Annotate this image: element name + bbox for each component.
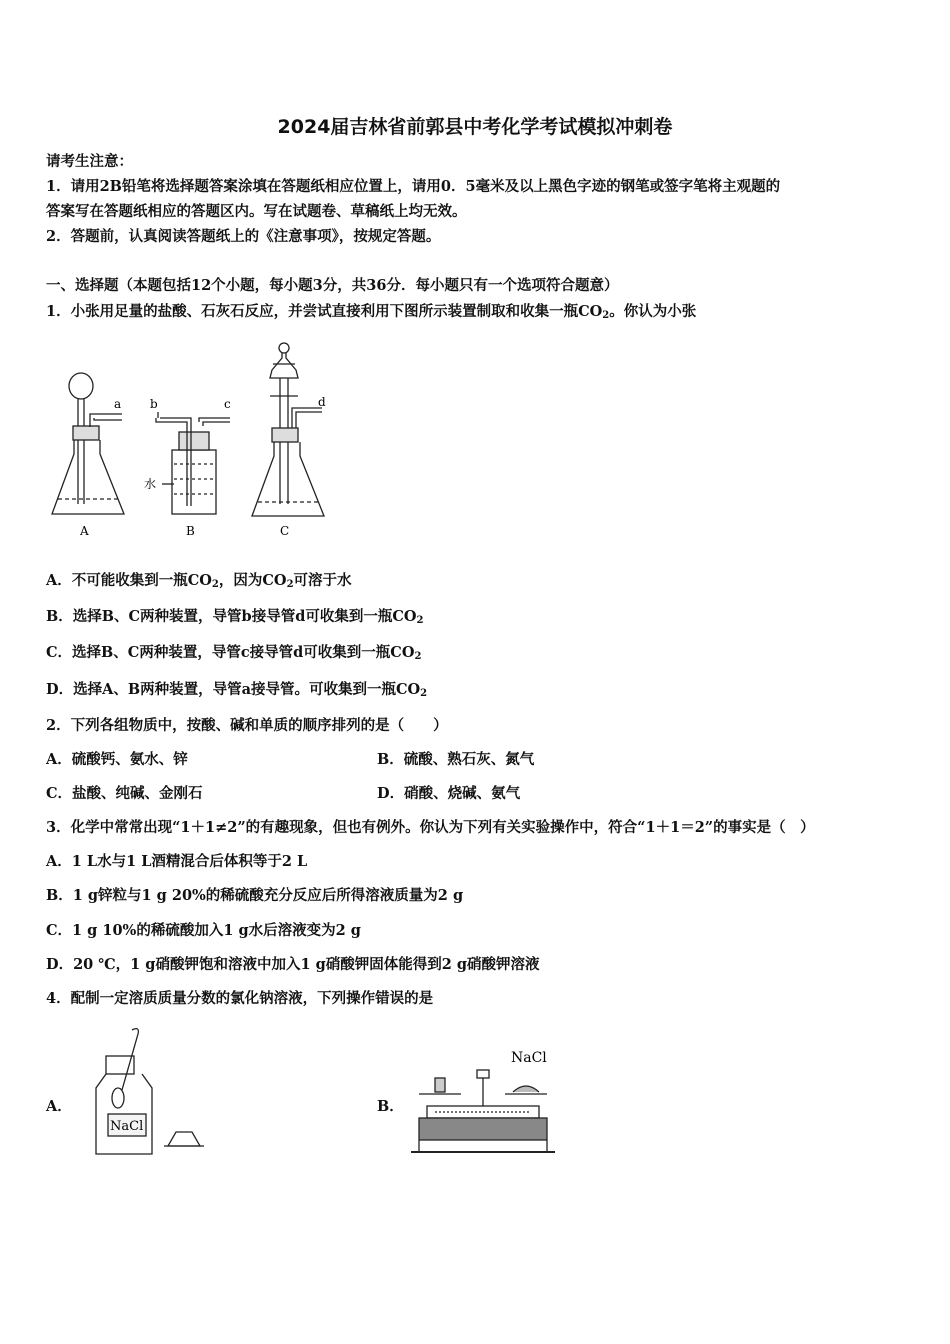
q1-apparatus-figure [44, 334, 344, 544]
q4-option-b: B． [377, 1098, 404, 1115]
notice-heading: 请考生注意： [46, 153, 133, 170]
label-A: A [80, 524, 89, 538]
q1-stem-tail: 。你认为小张 [609, 303, 697, 320]
q4-balance-figure [405, 1040, 560, 1158]
q1-option-c [46, 643, 421, 667]
q1-option-d-sub: 2 [420, 688, 428, 699]
label-d: d [318, 395, 326, 409]
q4-option-a: A． [46, 1098, 72, 1115]
q1-stem-sub: 2 [602, 310, 610, 321]
q3-option-c: C．1 g 10%的稀硫酸加入1 g水后溶液变为2 g [46, 922, 361, 939]
q1-option-b [46, 607, 423, 631]
q1-stem [46, 302, 696, 326]
q4-stem: 4．配制一定溶质质量分数的氯化钠溶液，下列操作错误的是 [46, 990, 434, 1007]
label-b: b [150, 397, 158, 411]
q1-option-c-sub: 2 [414, 651, 422, 662]
notice-item-1: 1．请用2B铅笔将选择题答案涂填在答题纸相应位置上，请用0．5毫米及以上黑色字迹的钢笔或签字笔将主观题的 [46, 178, 781, 195]
q1-option-a-sub2: 2 [286, 579, 294, 590]
q1-option-a [46, 571, 352, 595]
q1-option-a-mid: ，因为CO [218, 572, 287, 589]
q3-option-a: A．1 L水与1 L酒精混合后体积等于2 L [46, 853, 308, 870]
funnel-bulb-a [69, 373, 93, 399]
label-water: 水 [144, 477, 157, 491]
q1-option-c-text: C．选择B、C两种装置，导管c接导管d可收集到一瓶CO [46, 644, 415, 661]
label-nacl-scale: NaCl [511, 1050, 547, 1066]
label-nacl-jar: NaCl [110, 1119, 144, 1134]
q3-stem: 3．化学中常常出现“1＋1≠2”的有趣现象，但也有例外。你认为下列有关实验操作中，符合“1＋1＝2”的事实是（ ） [46, 819, 815, 836]
q1-option-a-sub: 2 [211, 579, 219, 590]
q1-option-a-text: A．不可能收集到一瓶CO [46, 572, 212, 589]
page-title: 2024届吉林省前郭县中考化学考试模拟冲刺卷 [277, 116, 673, 138]
q1-option-b-text: B．选择B、C两种装置，导管b接导管d可收集到一瓶CO [46, 608, 417, 625]
q2-stem: 2．下列各组物质中，按酸、碱和单质的顺序排列的是（ ） [46, 717, 448, 734]
q1-option-d-text: D．选择A、B两种装置，导管a接导管。可收集到一瓶CO [46, 681, 421, 698]
q2-option-b: B．硫酸、熟石灰、氮气 [377, 751, 535, 768]
label-a: a [114, 397, 122, 411]
section-heading: 一、选择题（本题包括12个小题，每小题3分，共36分．每小题只有一个选项符合题意） [46, 277, 619, 294]
notice-item-2: 2．答题前，认真阅读答题纸上的《注意事项》，按规定答题。 [46, 228, 441, 245]
q3-option-b: B．1 g锌粒与1 g 20%的稀硫酸充分反应后所得溶液质量为2 g [46, 887, 464, 904]
q2-option-c: C．盐酸、纯碱、金刚石 [46, 785, 203, 802]
q2-option-d: D．硝酸、烧碱、氨气 [377, 785, 521, 802]
label-B: B [186, 524, 195, 538]
q1-stem-text: 1．小张用足量的盐酸、石灰石反应，并尝试直接利用下图所示装置制取和收集一瓶CO [46, 303, 603, 320]
q4-reagent-jar-figure [80, 1026, 215, 1158]
notice-item-1-cont: 答案写在答题纸相应的答题区内。写在试题卷、草稿纸上均无效。 [46, 203, 467, 220]
q1-option-b-sub: 2 [416, 615, 424, 626]
q1-option-d [46, 680, 427, 704]
q2-option-a: A．硫酸钙、氨水、锌 [46, 751, 188, 768]
label-C: C [280, 524, 290, 538]
label-c: c [224, 397, 231, 411]
q3-option-d: D．20 ℃，1 g硝酸钾饱和溶液中加入1 g硝酸钾固体能得到2 g硝酸钾溶液 [46, 956, 540, 973]
q1-option-a-tail: 可溶于水 [293, 572, 352, 589]
